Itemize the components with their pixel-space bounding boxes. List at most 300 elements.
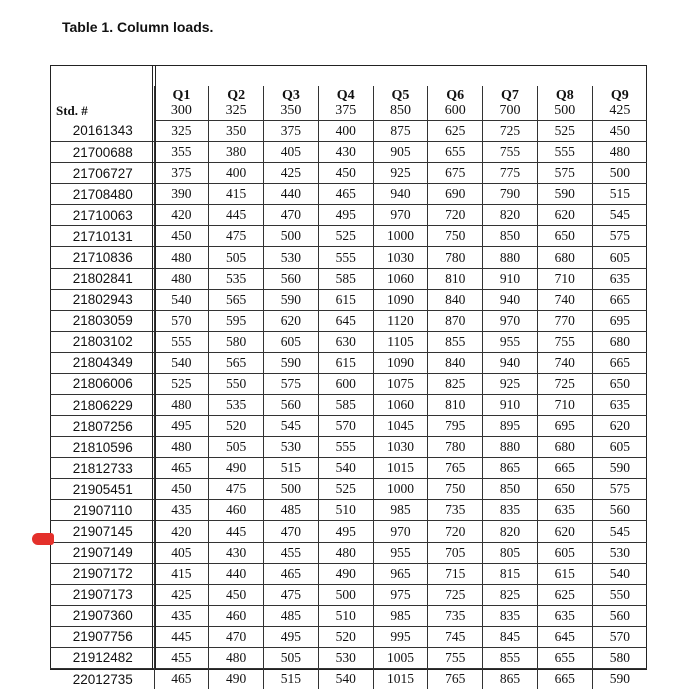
std-number-cell: 21803102 — [50, 331, 154, 352]
load-value-cell: 725 — [483, 121, 538, 142]
std-number-header: Std. # — [56, 102, 88, 118]
load-value-cell: 1015 — [373, 669, 428, 690]
load-value-cell: 455 — [154, 647, 209, 668]
load-value-cell: 1005 — [373, 647, 428, 668]
load-value-cell: 580 — [209, 331, 264, 352]
load-value-cell: 490 — [209, 669, 264, 690]
load-value-cell: 840 — [428, 289, 483, 310]
load-value-cell: 325 — [154, 121, 209, 142]
std-number-cell: 21907173 — [50, 584, 154, 605]
load-value-cell: 430 — [318, 142, 373, 163]
load-value-cell: 745 — [428, 626, 483, 647]
load-value-cell: 540 — [318, 669, 373, 690]
load-value-cell: 415 — [209, 184, 264, 205]
load-value-cell: 475 — [209, 226, 264, 247]
load-value-cell: 535 — [209, 395, 264, 416]
load-value-cell: 470 — [209, 626, 264, 647]
load-value-cell: 615 — [318, 289, 373, 310]
load-value-cell: 515 — [264, 669, 319, 690]
load-value-cell: 845 — [483, 626, 538, 647]
load-value-cell: 550 — [592, 584, 647, 605]
quarter-header-row — [50, 86, 647, 104]
load-value-cell: 620 — [537, 521, 592, 542]
load-value-cell: 630 — [318, 331, 373, 352]
load-value-cell: 595 — [209, 310, 264, 331]
load-value-cell: 620 — [592, 416, 647, 437]
load-value-cell: 485 — [264, 500, 319, 521]
table-row — [50, 521, 647, 542]
table-row — [50, 584, 647, 605]
load-value-cell: 770 — [537, 310, 592, 331]
base-value: 850 — [373, 104, 428, 121]
load-value-cell: 525 — [537, 121, 592, 142]
table-row — [50, 268, 647, 289]
std-number-cell: 21802841 — [50, 268, 154, 289]
load-value-cell: 650 — [537, 479, 592, 500]
std-number-cell: 21710836 — [50, 247, 154, 268]
load-value-cell: 500 — [264, 479, 319, 500]
load-value-cell: 525 — [154, 373, 209, 394]
load-value-cell: 405 — [154, 542, 209, 563]
load-value-cell: 680 — [592, 331, 647, 352]
std-number-cell: 21802943 — [50, 289, 154, 310]
load-value-cell: 590 — [537, 184, 592, 205]
load-value-cell: 380 — [209, 142, 264, 163]
load-value-cell: 495 — [154, 416, 209, 437]
load-value-cell: 620 — [537, 205, 592, 226]
load-value-cell: 725 — [428, 584, 483, 605]
load-value-cell: 955 — [483, 331, 538, 352]
load-value-cell: 405 — [264, 142, 319, 163]
load-value-cell: 1105 — [373, 331, 428, 352]
load-value-cell: 460 — [209, 500, 264, 521]
load-value-cell: 475 — [264, 584, 319, 605]
load-value-cell: 865 — [483, 669, 538, 690]
load-value-cell: 665 — [592, 289, 647, 310]
load-value-cell: 570 — [154, 310, 209, 331]
q-header: Q1 — [154, 86, 209, 104]
load-value-cell: 755 — [483, 142, 538, 163]
column-loads-table — [50, 86, 647, 689]
load-value-cell: 505 — [209, 247, 264, 268]
load-value-cell: 1030 — [373, 437, 428, 458]
load-value-cell: 695 — [537, 416, 592, 437]
load-value-cell: 645 — [318, 310, 373, 331]
load-value-cell: 655 — [537, 647, 592, 668]
load-value-cell: 495 — [318, 205, 373, 226]
load-value-cell: 755 — [537, 331, 592, 352]
load-value-cell: 470 — [264, 521, 319, 542]
load-value-cell: 615 — [318, 352, 373, 373]
q-header: Q4 — [318, 86, 373, 104]
table-row — [50, 205, 647, 226]
load-value-cell: 480 — [154, 437, 209, 458]
base-value: 700 — [483, 104, 538, 121]
load-value-cell: 650 — [537, 226, 592, 247]
table-row — [50, 184, 647, 205]
load-value-cell: 940 — [483, 289, 538, 310]
table-row — [50, 331, 647, 352]
load-value-cell: 555 — [318, 247, 373, 268]
q-header: Q2 — [209, 86, 264, 104]
load-value-cell: 540 — [318, 458, 373, 479]
load-value-cell: 750 — [428, 226, 483, 247]
table-row — [50, 226, 647, 247]
table-row — [50, 500, 647, 521]
q-header: Q6 — [428, 86, 483, 104]
table-row — [50, 352, 647, 373]
load-value-cell: 1090 — [373, 352, 428, 373]
load-value-cell: 940 — [483, 352, 538, 373]
load-value-cell: 450 — [318, 163, 373, 184]
load-value-cell: 500 — [318, 584, 373, 605]
q-header: Q7 — [483, 86, 538, 104]
load-value-cell: 575 — [592, 479, 647, 500]
load-value-cell: 805 — [483, 542, 538, 563]
std-number-cell: 21905451 — [50, 479, 154, 500]
load-value-cell: 480 — [209, 647, 264, 668]
load-value-cell: 520 — [318, 626, 373, 647]
std-number-cell: 21912482 — [50, 647, 154, 668]
load-value-cell: 565 — [209, 352, 264, 373]
load-value-cell: 820 — [483, 205, 538, 226]
load-value-cell: 710 — [537, 395, 592, 416]
load-value-cell: 540 — [154, 289, 209, 310]
q-header: Q9 — [592, 86, 647, 104]
load-value-cell: 820 — [483, 521, 538, 542]
load-value-cell: 480 — [318, 542, 373, 563]
std-number-cell: 21710063 — [50, 205, 154, 226]
load-value-cell: 465 — [264, 563, 319, 584]
load-value-cell: 910 — [483, 268, 538, 289]
load-value-cell: 635 — [537, 500, 592, 521]
load-value-cell: 790 — [483, 184, 538, 205]
load-value-cell: 450 — [154, 226, 209, 247]
load-value-cell: 515 — [592, 184, 647, 205]
load-value-cell: 420 — [154, 205, 209, 226]
load-value-cell: 740 — [537, 352, 592, 373]
load-value-cell: 435 — [154, 605, 209, 626]
load-value-cell: 530 — [592, 542, 647, 563]
header-column-divider — [152, 65, 156, 670]
std-number-cell: 21810596 — [50, 437, 154, 458]
load-value-cell: 450 — [154, 479, 209, 500]
load-value-cell: 975 — [373, 584, 428, 605]
load-value-cell: 425 — [154, 584, 209, 605]
load-value-cell: 620 — [264, 310, 319, 331]
std-number-cell: 22012735 — [72, 671, 133, 687]
load-value-cell: 505 — [209, 437, 264, 458]
load-value-cell: 635 — [592, 268, 647, 289]
q-header: Q3 — [264, 86, 319, 104]
load-value-cell: 665 — [592, 352, 647, 373]
load-value-cell: 480 — [154, 247, 209, 268]
load-value-cell: 635 — [537, 605, 592, 626]
load-value-cell: 555 — [154, 331, 209, 352]
load-value-cell: 680 — [537, 437, 592, 458]
q-header: Q5 — [373, 86, 428, 104]
load-value-cell: 480 — [592, 142, 647, 163]
load-value-cell: 400 — [209, 163, 264, 184]
base-value: 350 — [264, 104, 319, 121]
load-value-cell: 825 — [483, 584, 538, 605]
load-value-cell: 940 — [373, 184, 428, 205]
table-row — [50, 437, 647, 458]
load-value-cell: 460 — [209, 605, 264, 626]
load-value-cell: 1060 — [373, 395, 428, 416]
load-value-cell: 655 — [428, 142, 483, 163]
load-value-cell: 965 — [373, 563, 428, 584]
load-value-cell: 600 — [318, 373, 373, 394]
table-row — [50, 542, 647, 563]
load-value-cell: 510 — [318, 605, 373, 626]
load-value-cell: 480 — [154, 268, 209, 289]
load-value-cell: 490 — [318, 563, 373, 584]
load-value-cell: 780 — [428, 437, 483, 458]
highlight-marker — [32, 533, 54, 545]
std-number-cell: 21804349 — [50, 352, 154, 373]
load-value-cell: 530 — [264, 437, 319, 458]
load-value-cell: 635 — [592, 395, 647, 416]
load-value-cell: 400 — [318, 121, 373, 142]
load-value-cell: 500 — [592, 163, 647, 184]
load-value-cell: 850 — [483, 226, 538, 247]
load-value-cell: 570 — [318, 416, 373, 437]
load-value-cell: 720 — [428, 205, 483, 226]
load-value-cell: 1075 — [373, 373, 428, 394]
load-value-cell: 555 — [537, 142, 592, 163]
base-value: 500 — [537, 104, 592, 121]
load-value-cell: 985 — [373, 605, 428, 626]
load-value-cell: 550 — [209, 373, 264, 394]
load-value-cell: 665 — [537, 669, 592, 690]
std-number-cell: 21803059 — [50, 310, 154, 331]
load-value-cell: 485 — [264, 605, 319, 626]
load-value-cell: 515 — [264, 458, 319, 479]
load-value-cell: 880 — [483, 247, 538, 268]
std-number-cell: 21907172 — [50, 563, 154, 584]
load-value-cell: 495 — [264, 626, 319, 647]
table-row — [50, 142, 647, 163]
load-value-cell: 525 — [318, 479, 373, 500]
load-value-cell: 420 — [154, 521, 209, 542]
load-value-cell: 575 — [537, 163, 592, 184]
load-value-cell: 375 — [154, 163, 209, 184]
table-row — [50, 605, 647, 626]
load-value-cell: 855 — [483, 647, 538, 668]
load-value-cell: 585 — [318, 395, 373, 416]
load-value-cell: 495 — [318, 521, 373, 542]
load-value-cell: 560 — [592, 500, 647, 521]
std-number-cell: 21700688 — [50, 142, 154, 163]
load-value-cell: 375 — [264, 121, 319, 142]
load-value-cell: 445 — [209, 205, 264, 226]
load-value-cell: 970 — [373, 205, 428, 226]
load-value-cell: 625 — [537, 584, 592, 605]
table-row — [50, 310, 647, 331]
load-value-cell: 905 — [373, 142, 428, 163]
load-value-cell: 810 — [428, 268, 483, 289]
load-value-cell: 590 — [592, 669, 647, 690]
load-value-cell: 470 — [264, 205, 319, 226]
table-row — [50, 416, 647, 437]
load-value-cell: 720 — [428, 521, 483, 542]
load-value-cell: 835 — [483, 500, 538, 521]
load-value-cell: 530 — [264, 247, 319, 268]
load-value-cell: 580 — [592, 647, 647, 668]
load-value-cell: 675 — [428, 163, 483, 184]
base-value: 600 — [428, 104, 483, 121]
load-value-cell: 500 — [264, 226, 319, 247]
table-row — [50, 395, 647, 416]
load-value-cell: 695 — [592, 310, 647, 331]
load-value-cell: 465 — [318, 184, 373, 205]
load-value-cell: 850 — [483, 479, 538, 500]
load-value-cell: 525 — [318, 226, 373, 247]
table-row — [50, 163, 647, 184]
load-value-cell: 455 — [264, 542, 319, 563]
load-value-cell: 625 — [428, 121, 483, 142]
load-value-cell: 605 — [537, 542, 592, 563]
table-row — [50, 247, 647, 268]
load-value-cell: 545 — [592, 521, 647, 542]
std-number-cell: 21710131 — [50, 226, 154, 247]
load-value-cell: 870 — [428, 310, 483, 331]
load-value-cell: 765 — [428, 669, 483, 690]
load-value-cell: 650 — [592, 373, 647, 394]
load-value-cell: 925 — [483, 373, 538, 394]
load-value-cell: 855 — [428, 331, 483, 352]
table-row — [50, 626, 647, 647]
load-value-cell: 450 — [209, 584, 264, 605]
load-value-cell: 445 — [209, 521, 264, 542]
load-value-cell: 735 — [428, 500, 483, 521]
load-value-cell: 705 — [428, 542, 483, 563]
load-value-cell: 1120 — [373, 310, 428, 331]
std-number-cell: 21907756 — [50, 626, 154, 647]
table-row — [50, 289, 647, 310]
load-value-cell: 810 — [428, 395, 483, 416]
load-value-cell: 1060 — [373, 268, 428, 289]
table-row — [50, 458, 647, 479]
load-value-cell: 765 — [428, 458, 483, 479]
load-value-cell: 780 — [428, 247, 483, 268]
std-number-cell: 21907149 — [50, 542, 154, 563]
load-value-cell: 815 — [483, 563, 538, 584]
load-value-cell: 645 — [537, 626, 592, 647]
load-value-cell: 440 — [264, 184, 319, 205]
load-value-cell: 570 — [592, 626, 647, 647]
load-value-cell: 1000 — [373, 479, 428, 500]
base-value: 375 — [318, 104, 373, 121]
load-value-cell: 615 — [537, 563, 592, 584]
base-value: 325 — [209, 104, 264, 121]
load-value-cell: 585 — [318, 268, 373, 289]
load-value-cell: 985 — [373, 500, 428, 521]
load-value-cell: 465 — [154, 669, 209, 690]
load-value-cell: 575 — [264, 373, 319, 394]
std-number-cell: 21706727 — [50, 163, 154, 184]
load-value-cell: 605 — [592, 247, 647, 268]
load-value-cell: 840 — [428, 352, 483, 373]
std-number-cell: 20161343 — [50, 121, 154, 142]
load-value-cell: 475 — [209, 479, 264, 500]
std-number-cell: 21907145 — [50, 521, 154, 542]
load-value-cell: 590 — [592, 458, 647, 479]
load-value-cell: 430 — [209, 542, 264, 563]
std-number-cell: 21806006 — [50, 373, 154, 394]
load-value-cell: 715 — [428, 563, 483, 584]
load-value-cell: 450 — [592, 121, 647, 142]
load-value-cell: 465 — [154, 458, 209, 479]
load-value-cell: 435 — [154, 500, 209, 521]
q-header: Q8 — [537, 86, 592, 104]
table-row — [50, 647, 647, 668]
base-value: 425 — [592, 104, 647, 121]
load-value-cell: 755 — [428, 647, 483, 668]
load-value-cell: 505 — [264, 647, 319, 668]
std-number-cell: 21907360 — [50, 605, 154, 626]
table-row — [50, 121, 647, 142]
load-value-cell: 355 — [154, 142, 209, 163]
load-value-cell: 865 — [483, 458, 538, 479]
load-value-cell: 390 — [154, 184, 209, 205]
load-value-cell: 560 — [264, 268, 319, 289]
load-value-cell: 605 — [264, 331, 319, 352]
load-value-cell: 970 — [483, 310, 538, 331]
load-value-cell: 875 — [373, 121, 428, 142]
load-value-cell: 545 — [592, 205, 647, 226]
table-row — [50, 373, 647, 394]
load-value-cell: 490 — [209, 458, 264, 479]
load-value-cell: 795 — [428, 416, 483, 437]
table-row — [50, 563, 647, 584]
load-value-cell: 925 — [373, 163, 428, 184]
load-value-cell: 425 — [264, 163, 319, 184]
load-value-cell: 710 — [537, 268, 592, 289]
load-value-cell: 1000 — [373, 226, 428, 247]
load-value-cell: 750 — [428, 479, 483, 500]
load-value-cell: 575 — [592, 226, 647, 247]
load-value-cell: 540 — [154, 352, 209, 373]
load-value-cell: 590 — [264, 289, 319, 310]
load-value-cell: 895 — [483, 416, 538, 437]
std-number-cell: 21812733 — [50, 458, 154, 479]
load-value-cell: 825 — [428, 373, 483, 394]
load-value-cell: 545 — [264, 416, 319, 437]
load-value-cell: 560 — [264, 395, 319, 416]
table-body — [50, 121, 647, 690]
load-value-cell: 520 — [209, 416, 264, 437]
load-value-cell: 995 — [373, 626, 428, 647]
load-value-cell: 535 — [209, 268, 264, 289]
table-row — [50, 669, 647, 690]
std-number-cell: 21807256 — [50, 416, 154, 437]
load-value-cell: 440 — [209, 563, 264, 584]
table-caption: Table 1. Column loads. — [62, 19, 214, 35]
load-value-cell: 565 — [209, 289, 264, 310]
load-value-cell: 540 — [592, 563, 647, 584]
table-row — [50, 479, 647, 500]
load-value-cell: 970 — [373, 521, 428, 542]
load-value-cell: 835 — [483, 605, 538, 626]
load-value-cell: 690 — [428, 184, 483, 205]
load-value-cell: 1090 — [373, 289, 428, 310]
std-number-cell: 21708480 — [50, 184, 154, 205]
load-value-cell: 680 — [537, 247, 592, 268]
load-value-cell: 665 — [537, 458, 592, 479]
load-value-cell: 1030 — [373, 247, 428, 268]
